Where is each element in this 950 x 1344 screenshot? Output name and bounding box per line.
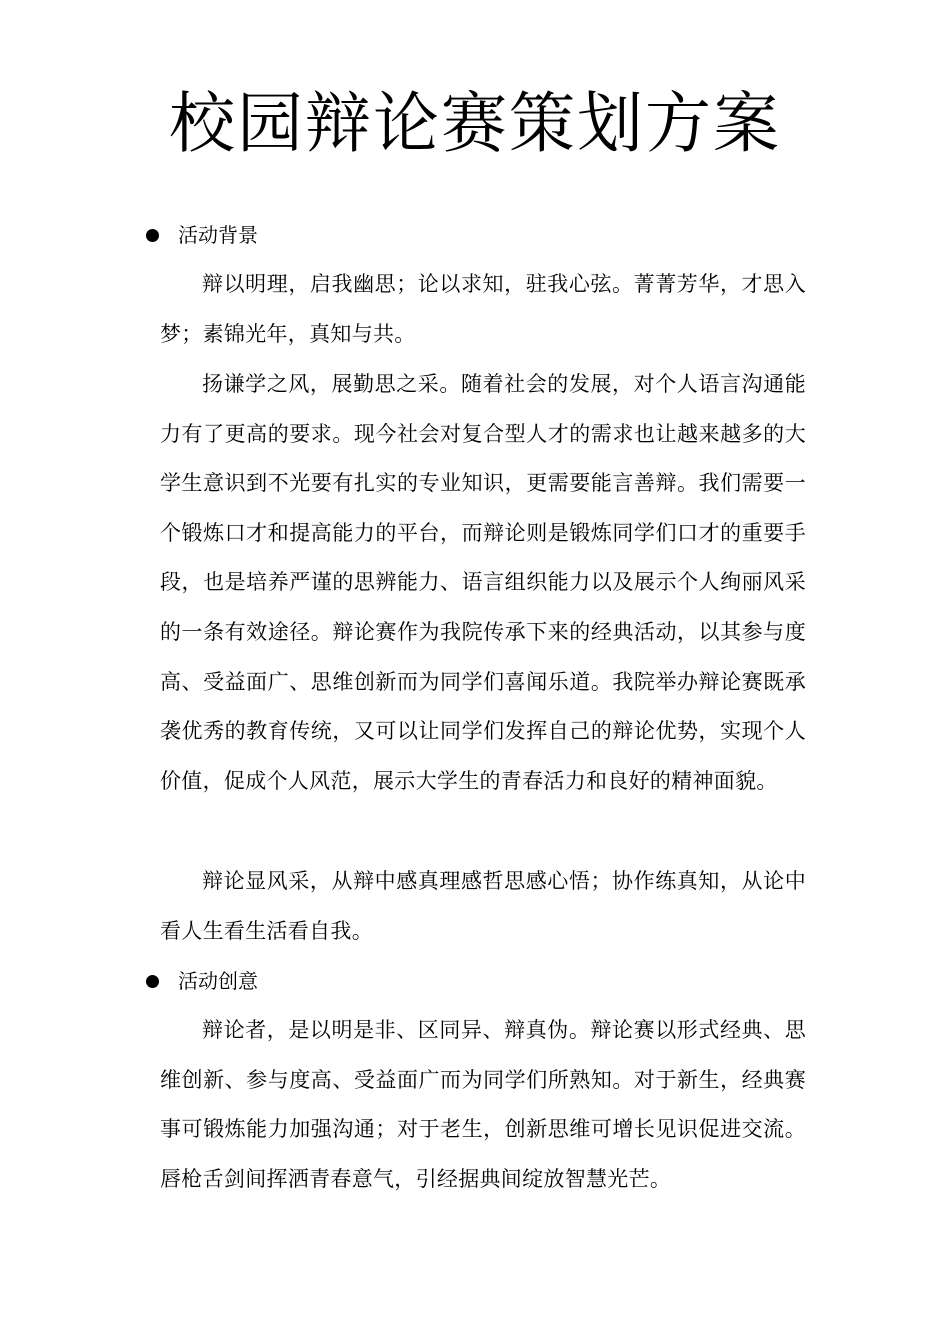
section-heading-label: 活动创意 [178,969,258,993]
paragraph: 扬谦学之风，展勤思之采。随着社会的发展，对个人语言沟通能力有了更高的要求。现今社会对复合型人才的需求也让越来越多的大学生意识到不光要有扎实的专业知识，更需要能言善辩。我们需要一个锻炼口才和提高能力的平台，而辩论则是锻炼同学们口才的重要手段，也是培养严谨的思辨能力、语言组织能力以及展示个人绚丽风采的一条有效途径。辩论赛作为我院传承下来的经典活动，以其参与度高、受益面广、思维创新而为同学们喜闻乐道。我院举办辩论赛既承袭优秀的教育传统，又可以让同学们发挥自己的辩论优势，实现个人价值，促成个人风范，展示大学生的青春活力和良好的精神面貌。 [160,372,806,793]
paragraph: 辩论者，是以明是非、区同异、辩真伪。辩论赛以形式经典、思维创新、参与度高、受益面广而为同学们所熟知。对于新生，经典赛事可锻炼能力加强沟通；对于老生，创新思维可增长见识促进交流。唇枪舌剑间挥洒青春意气，引经据典间绽放智慧光芒。 [160,1018,806,1191]
bullet-icon [146,975,159,988]
paragraph: 辩论显风采，从辩中感真理感哲思感心悟；协作练真知，从论中看人生看生活看自我。 [160,869,806,943]
section-heading-background [146,220,258,250]
section-heading-creative [146,966,258,996]
page-title: 校园辩论赛策划方案 [169,85,781,162]
bullet-icon [146,229,159,242]
paragraph: 辩以明理，启我幽思；论以求知，驻我心弦。菁菁芳华，才思入梦；素锦光年，真知与共。 [160,272,806,346]
section-heading-label: 活动背景 [178,223,258,247]
